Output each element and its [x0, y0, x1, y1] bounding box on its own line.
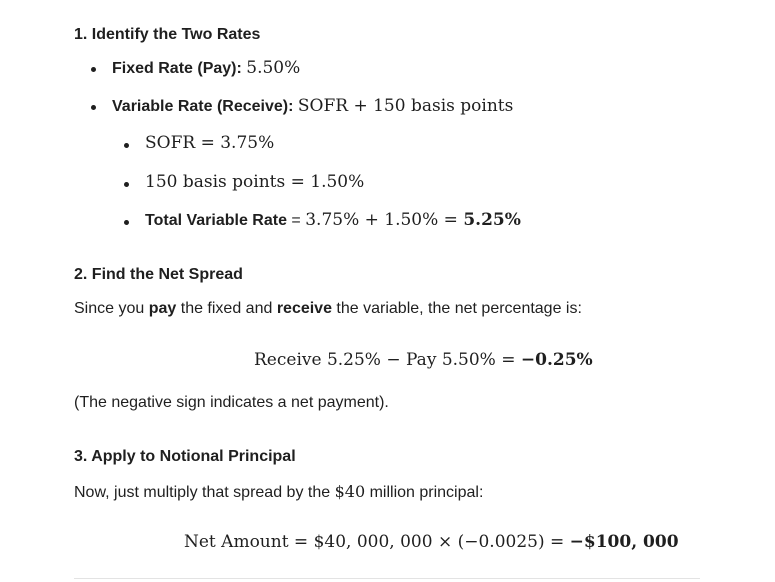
fixed-rate-label: Fixed Rate (Pay):	[112, 60, 242, 77]
para-text: the variable, the net percentage is:	[331, 300, 582, 317]
bullet-dot	[91, 67, 96, 72]
principal-amount: $40	[334, 482, 366, 501]
variable-rate-value: SOFR + 150 basis points	[297, 96, 514, 116]
bottom-divider	[74, 578, 700, 579]
variable-rate-label: Variable Rate (Receive):	[112, 98, 294, 115]
bullet-fixed-rate	[112, 58, 300, 78]
para-text: Now, just multiply that spread by the	[74, 484, 335, 501]
section-1-heading: 1. Identify the Two Rates	[74, 26, 261, 43]
bullet-dot	[91, 105, 96, 110]
sub-bullet-dot	[124, 220, 129, 225]
net-spread-result: −0.25%	[520, 350, 593, 370]
para-text: the fixed and	[176, 300, 277, 317]
net-amount-equation	[184, 532, 679, 552]
net-spread-expression: Receive 5.25% − Pay 5.50% =	[254, 350, 521, 370]
para-text: Since you	[74, 300, 149, 317]
section-2-heading: 2. Find the Net Spread	[74, 266, 243, 283]
fixed-rate-value: 5.50%	[246, 58, 301, 78]
net-spread-equation	[254, 350, 593, 370]
net-payment-note: (The negative sign indicates a net payment).	[74, 394, 389, 411]
total-result: 5.25%	[463, 210, 521, 230]
sub-bullet-total-variable-rate	[145, 210, 521, 230]
total-variable-rate-label: Total Variable Rate	[145, 212, 287, 229]
sub-bullet-sofr: SOFR = 3.75%	[145, 133, 275, 153]
sub-bullet-basis-points: 150 basis points = 1.50%	[145, 172, 365, 192]
para-bold-receive: receive	[276, 300, 332, 317]
section-3-paragraph	[74, 482, 483, 502]
bullet-variable-rate	[112, 96, 513, 116]
section-3-heading: 3. Apply to Notional Principal	[74, 448, 296, 465]
total-equals: =	[286, 212, 306, 229]
para-bold-pay: pay	[148, 300, 177, 317]
sub-bullet-dot	[124, 182, 129, 187]
para-text: million principal:	[365, 484, 484, 501]
sub-bullet-dot	[124, 143, 129, 148]
total-expression: 3.75% + 1.50% =	[305, 210, 464, 230]
net-amount-expression: Net Amount = $40, 000, 000 × (−0.0025) =	[184, 532, 570, 552]
net-amount-result: −$100, 000	[569, 532, 679, 552]
section-2-paragraph	[74, 300, 582, 318]
